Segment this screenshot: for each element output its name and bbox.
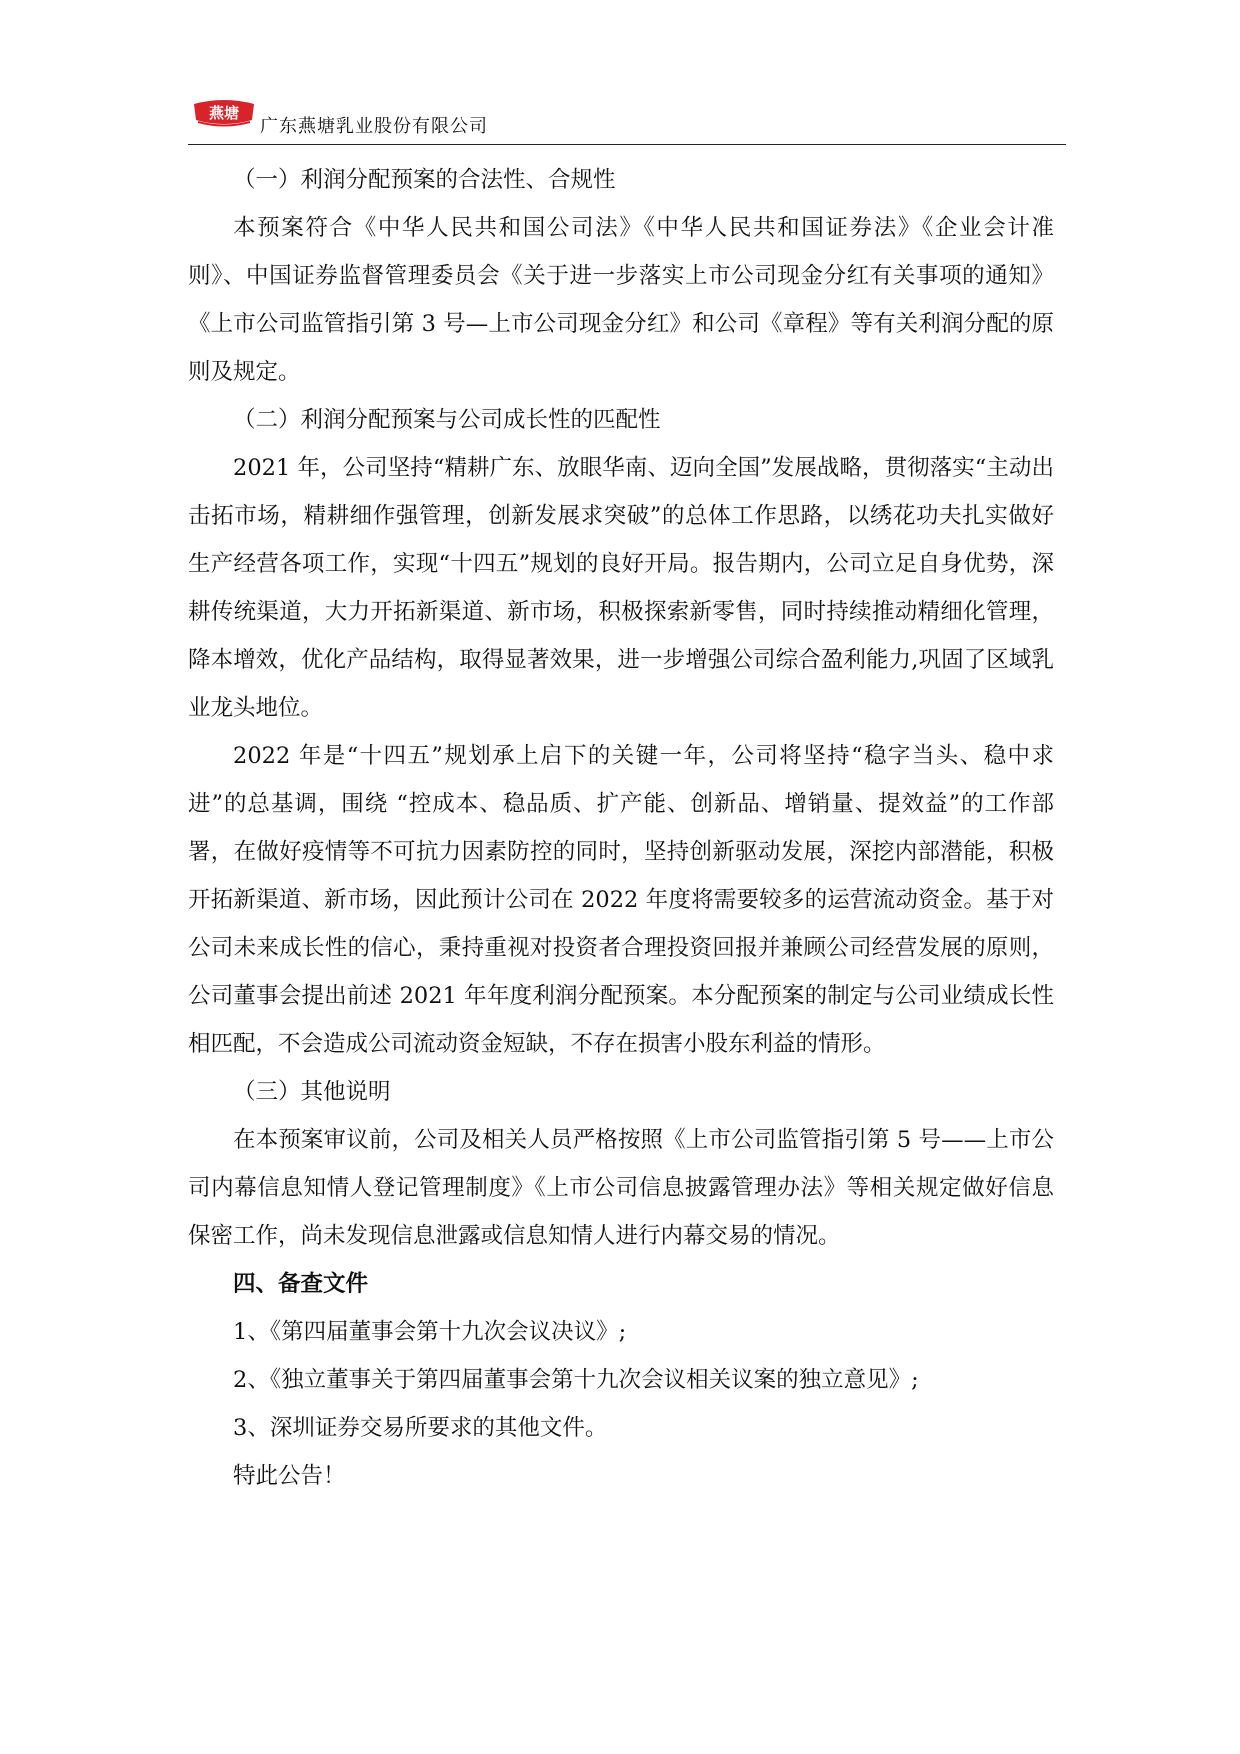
file-item-2: 2、《独立董事关于第四届董事会第十九次会议相关议案的独立意见》; bbox=[233, 1367, 919, 1393]
section-heading-growth: （二）利润分配预案与公司成长性的匹配性 bbox=[233, 407, 661, 433]
document-body bbox=[188, 156, 1054, 1500]
section-heading-files: 四、备查文件 bbox=[233, 1271, 369, 1297]
paragraph-growth-2022: 2022 年是“十四五”规划承上启下的关键一年，公司将坚持“稳字当头、稳中求进”的总基调，围绕 “控成本、稳品质、扩产能、创新品、增销量、提效益”的工作部署，在做好疫情等不可抗力因素防控的同时，坚持创新驱动发展，深挖内部潜能，积极开拓新渠道、新市场，因此预计公司在 2022 年度将需要较多的运营流动资金。基于对公司未来成长性的信心，秉持重视对投资者合理投资回报并兼顾公司经营发展的原则，公司董事会提出前述 2021 年年度利润分配预案。本分配预案的制定与公司业绩成长性相匹配，不会造成公司流动资金短缺，不存在损害小股东利益的情形。 bbox=[188, 743, 1054, 1057]
company-name: 广东燕塘乳业股份有限公司 bbox=[260, 116, 488, 137]
file-item-1: 1、《第四届董事会第十九次会议决议》; bbox=[233, 1319, 627, 1345]
logo-text: 燕塘 bbox=[208, 104, 240, 122]
section-heading-legality: （一）利润分配预案的合法性、合规性 bbox=[233, 167, 616, 193]
page-header bbox=[188, 96, 1066, 145]
paragraph-other: 在本预案审议前，公司及相关人员严格按照《上市公司监管指引第 5 号——上市公司内幕信息知情人登记管理制度》《上市公司信息披露管理办法》等相关规定做好信息保密工作，尚未发现信息泄露或信息知情人进行内幕交易的情况。 bbox=[188, 1127, 1054, 1249]
company-logo bbox=[190, 98, 258, 128]
section-heading-other: （三）其他说明 bbox=[233, 1079, 391, 1105]
paragraph-legality: 本预案符合《中华人民共和国公司法》《中华人民共和国证券法》《企业会计准则》、中国证券监督管理委员会《关于进一步落实上市公司现金分红有关事项的通知》《上市公司监管指引第 3 号—上市公司现金分红》和公司《章程》等有关利润分配的原则及规定。 bbox=[188, 215, 1054, 385]
file-item-3: 3、深圳证券交易所要求的其他文件。 bbox=[233, 1415, 608, 1441]
paragraph-growth-2021: 2021 年，公司坚持“精耕广东、放眼华南、迈向全国”发展战略，贯彻落实“主动出击拓市场，精耕细作强管理，创新发展求突破”的总体工作思路，以绣花功夫扎实做好生产经营各项工作，实现“十四五”规划的良好开局。报告期内，公司立足自身优势，深耕传统渠道，大力开拓新渠道、新市场，积极探索新零售，同时持续推动精细化管理，降本增效，优化产品结构，取得显著效果，进一步增强公司综合盈利能力,巩固了区域乳业龙头地位。 bbox=[188, 455, 1054, 721]
closing-statement: 特此公告！ bbox=[233, 1463, 346, 1489]
